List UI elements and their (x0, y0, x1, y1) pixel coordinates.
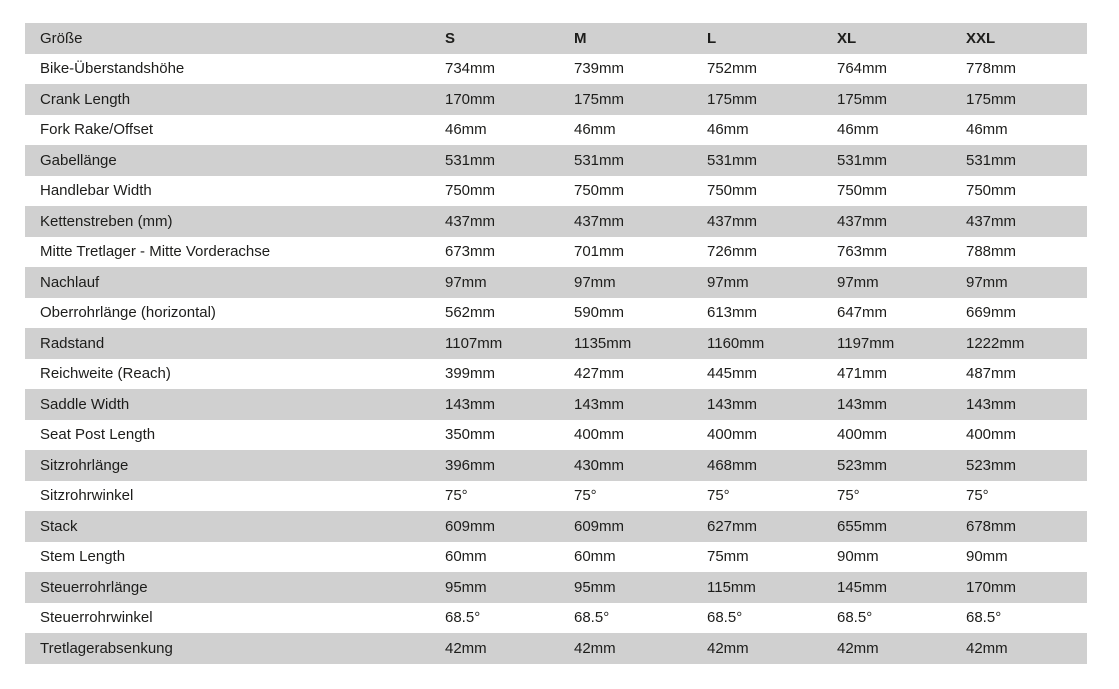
value-cell: 1197mm (837, 334, 895, 352)
value-cell: 726mm (707, 243, 758, 261)
value-cell: 75° (445, 487, 468, 505)
value-cell: 68.5° (574, 609, 610, 627)
value-cell: 647mm (837, 304, 888, 322)
row-label: Reichweite (Reach) (40, 365, 171, 383)
value-cell: 46mm (574, 121, 616, 139)
value-cell: 42mm (837, 639, 879, 657)
value-cell: 75° (574, 487, 597, 505)
value-cell: 90mm (966, 548, 1008, 566)
value-cell: 613mm (707, 304, 758, 322)
value-cell: 68.5° (445, 609, 481, 627)
value-cell: 75mm (707, 548, 749, 566)
value-cell: 115mm (707, 578, 756, 596)
value-cell: 627mm (707, 517, 758, 535)
value-cell: 531mm (966, 151, 1017, 169)
value-cell: 170mm (966, 578, 1017, 596)
value-cell: 750mm (966, 182, 1017, 200)
value-cell: 42mm (966, 639, 1008, 657)
value-cell: 97mm (445, 273, 487, 291)
table-row (25, 237, 1087, 268)
value-cell: 750mm (574, 182, 625, 200)
value-cell: 764mm (837, 60, 888, 78)
value-cell: 1135mm (574, 334, 632, 352)
value-cell: 655mm (837, 517, 888, 535)
value-cell: 531mm (707, 151, 758, 169)
value-cell: 609mm (574, 517, 625, 535)
value-cell: 531mm (574, 151, 625, 169)
value-cell: 400mm (574, 426, 625, 444)
table-row (25, 206, 1087, 237)
table-row (25, 54, 1087, 85)
row-label: Radstand (40, 334, 105, 352)
value-cell: 400mm (966, 426, 1017, 444)
value-cell: 1222mm (966, 334, 1025, 352)
value-cell: 95mm (445, 578, 487, 596)
value-cell: 471mm (837, 365, 888, 383)
value-cell: 97mm (966, 273, 1008, 291)
value-cell: 170mm (445, 90, 496, 108)
row-label: Tretlagerabsenkung (40, 639, 173, 657)
value-cell: 175mm (966, 90, 1017, 108)
value-cell: 437mm (707, 212, 758, 230)
column-header-size: XL (837, 29, 857, 47)
row-label: Sitzrohrwinkel (40, 487, 134, 505)
value-cell: 46mm (445, 121, 487, 139)
column-header-size: L (707, 29, 717, 47)
value-cell: 788mm (966, 243, 1017, 261)
row-label: Steuerrohrwinkel (40, 609, 153, 627)
value-cell: 143mm (445, 395, 496, 413)
value-cell: 68.5° (837, 609, 873, 627)
value-cell: 400mm (837, 426, 888, 444)
value-cell: 60mm (574, 548, 616, 566)
value-cell: 523mm (837, 456, 888, 474)
value-cell: 739mm (574, 60, 625, 78)
table-row (25, 84, 1087, 115)
table-row (25, 481, 1087, 512)
value-cell: 175mm (837, 90, 888, 108)
table-row (25, 328, 1087, 359)
value-cell: 60mm (445, 548, 487, 566)
row-label: Kettenstreben (mm) (40, 212, 173, 230)
column-header-size: XXL (966, 29, 996, 47)
value-cell: 396mm (445, 456, 496, 474)
row-label: Crank Length (40, 90, 131, 108)
value-cell: 778mm (966, 60, 1017, 78)
row-label: Seat Post Length (40, 426, 156, 444)
value-cell: 97mm (837, 273, 879, 291)
value-cell: 752mm (707, 60, 758, 78)
value-cell: 590mm (574, 304, 625, 322)
value-cell: 42mm (445, 639, 487, 657)
value-cell: 1107mm (445, 334, 503, 352)
table-row (25, 298, 1087, 329)
value-cell: 145mm (837, 578, 888, 596)
value-cell: 609mm (445, 517, 496, 535)
table-row (25, 115, 1087, 146)
column-header-size: S (445, 29, 456, 47)
row-label: Handlebar Width (40, 182, 152, 200)
value-cell: 678mm (966, 517, 1017, 535)
value-cell: 487mm (966, 365, 1017, 383)
value-cell: 143mm (707, 395, 758, 413)
value-cell: 750mm (707, 182, 758, 200)
value-cell: 531mm (445, 151, 496, 169)
value-cell: 400mm (707, 426, 758, 444)
value-cell: 143mm (966, 395, 1017, 413)
row-label: Nachlauf (40, 273, 100, 291)
value-cell: 523mm (966, 456, 1017, 474)
value-cell: 95mm (574, 578, 616, 596)
column-header-groesse: Größe (40, 29, 83, 47)
value-cell: 75° (707, 487, 730, 505)
value-cell: 46mm (966, 121, 1008, 139)
value-cell: 531mm (837, 151, 888, 169)
table-row (25, 633, 1087, 664)
row-label: Bike-Überstandshöhe (40, 60, 185, 78)
value-cell: 750mm (837, 182, 888, 200)
value-cell: 42mm (707, 639, 749, 657)
table-row (25, 389, 1087, 420)
row-label: Sitzrohrlänge (40, 456, 129, 474)
table-row (25, 542, 1087, 573)
value-cell: 90mm (837, 548, 879, 566)
value-cell: 97mm (574, 273, 616, 291)
value-cell: 46mm (837, 121, 879, 139)
value-cell: 427mm (574, 365, 625, 383)
row-label: Oberrohrlänge (horizontal) (40, 304, 216, 322)
value-cell: 143mm (574, 395, 625, 413)
row-label: Mitte Tretlager - Mitte Vorderachse (40, 243, 271, 261)
value-cell: 437mm (837, 212, 888, 230)
value-cell: 75° (966, 487, 989, 505)
value-cell: 175mm (707, 90, 758, 108)
table-header-row (25, 23, 1087, 54)
value-cell: 669mm (966, 304, 1017, 322)
value-cell: 143mm (837, 395, 888, 413)
value-cell: 562mm (445, 304, 496, 322)
row-label: Stem Length (40, 548, 126, 566)
table-row (25, 450, 1087, 481)
value-cell: 437mm (574, 212, 625, 230)
table-row (25, 267, 1087, 298)
row-label: Gabellänge (40, 151, 117, 169)
table-row (25, 511, 1087, 542)
table-row (25, 420, 1087, 451)
row-label: Saddle Width (40, 395, 130, 413)
value-cell: 399mm (445, 365, 496, 383)
value-cell: 437mm (966, 212, 1017, 230)
value-cell: 97mm (707, 273, 749, 291)
table-row (25, 145, 1087, 176)
table-row (25, 359, 1087, 390)
table-row (25, 603, 1087, 634)
value-cell: 430mm (574, 456, 625, 474)
row-label: Fork Rake/Offset (40, 121, 154, 139)
value-cell: 1160mm (707, 334, 765, 352)
bike-geometry-table (25, 23, 1087, 664)
table-row (25, 176, 1087, 207)
row-label: Stack (40, 517, 78, 535)
value-cell: 437mm (445, 212, 496, 230)
value-cell: 68.5° (707, 609, 743, 627)
value-cell: 68.5° (966, 609, 1002, 627)
value-cell: 175mm (574, 90, 625, 108)
row-label: Steuerrohrlänge (40, 578, 148, 596)
column-header-size: M (574, 29, 587, 47)
table-row (25, 572, 1087, 603)
value-cell: 763mm (837, 243, 888, 261)
value-cell: 46mm (707, 121, 749, 139)
value-cell: 701mm (574, 243, 625, 261)
value-cell: 75° (837, 487, 860, 505)
value-cell: 750mm (445, 182, 496, 200)
value-cell: 445mm (707, 365, 758, 383)
value-cell: 734mm (445, 60, 496, 78)
value-cell: 42mm (574, 639, 616, 657)
value-cell: 350mm (445, 426, 496, 444)
value-cell: 468mm (707, 456, 758, 474)
value-cell: 673mm (445, 243, 496, 261)
